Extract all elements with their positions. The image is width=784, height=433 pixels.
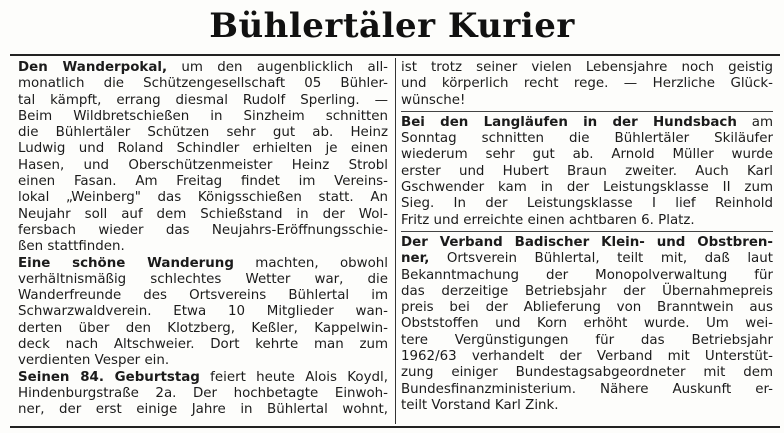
text-line bbox=[18, 256, 388, 272]
text-line bbox=[401, 131, 773, 147]
article-text: Fritz und erreichte einen achtbaren 6. Platz. bbox=[401, 212, 695, 228]
text-line bbox=[401, 76, 773, 92]
text-line bbox=[18, 60, 388, 76]
text-line bbox=[18, 158, 388, 174]
article-text: machten, obwohl bbox=[233, 255, 389, 271]
article-lead: ner, bbox=[401, 251, 430, 267]
article-text: Schwarzwaldverein. Etwa 10 Mitglieder wan- bbox=[18, 304, 388, 320]
text-line bbox=[18, 109, 388, 125]
text-line bbox=[401, 268, 773, 284]
text-line bbox=[401, 284, 773, 300]
text-line bbox=[401, 398, 773, 414]
article-separator bbox=[401, 111, 773, 112]
text-line bbox=[401, 180, 773, 196]
text-line bbox=[18, 76, 388, 92]
text-line bbox=[18, 337, 388, 353]
text-line bbox=[18, 272, 388, 288]
text-line bbox=[401, 300, 773, 316]
article-text: erster und Hubert Braun zweiter. Auch Karl bbox=[401, 163, 773, 179]
article-text: lokal „Weinberg" das Königsschießen statt. An bbox=[18, 190, 388, 206]
article-text: ist trotz seiner vielen Lebensjahre noch geistig bbox=[401, 60, 773, 75]
article-text: Beim Wildbretschießen in Sinzheim schnitten bbox=[18, 108, 388, 124]
article-text: ner, der erst einige Jahre in Bühlertal wohnt, bbox=[18, 402, 388, 418]
left-column bbox=[18, 60, 388, 419]
text-line bbox=[18, 288, 388, 304]
article-lead: Eine schöne Wanderung bbox=[18, 255, 234, 271]
text-line bbox=[401, 93, 773, 109]
text-line bbox=[18, 174, 388, 190]
article-text: tere Vergünstigungen für das Betriebsjahr bbox=[401, 332, 773, 348]
article-text: die Bühlertäler Schützen sehr gut ab. Heinz bbox=[18, 125, 388, 141]
text-line bbox=[18, 207, 388, 223]
article bbox=[401, 235, 773, 414]
text-line bbox=[401, 333, 773, 349]
text-line bbox=[18, 402, 388, 418]
article-text: Sonntag schnitten die Bühlertäler Skiläufer bbox=[401, 131, 773, 147]
article-text: zung einiger Bundestagsabgeordneter mit dem bbox=[401, 365, 773, 381]
article-text: Hindenburgstraße 2a. Der hochbetagte Einwoh- bbox=[18, 385, 388, 401]
article-text: ßen stattfinden. bbox=[18, 239, 125, 255]
text-line bbox=[18, 141, 388, 157]
text-line bbox=[401, 251, 773, 267]
article-text: monatlich die Schützengesellschaft 05 Bühler- bbox=[18, 76, 388, 92]
text-line bbox=[401, 196, 773, 212]
article-text: Bekanntmachung der Monopolverwaltung für bbox=[401, 267, 773, 283]
text-line bbox=[18, 386, 388, 402]
text-line bbox=[18, 125, 388, 141]
article-lead: Den Wanderpokal, bbox=[18, 60, 168, 75]
article-text: und körperlich recht rege. — Herzliche Glück- bbox=[401, 76, 773, 92]
right-column bbox=[401, 60, 773, 414]
text-line bbox=[18, 190, 388, 206]
article-text: Ortsverein Bühlertal, teilt mit, daß laut bbox=[429, 251, 773, 267]
article-text: einen Fasan. Am Freitag findet im Vereins- bbox=[18, 174, 388, 190]
article-text: teilt Vorstand Karl Zink. bbox=[401, 397, 559, 413]
article-text: Ludwig und Roland Schindler erhielten je einen bbox=[18, 141, 388, 157]
text-line bbox=[401, 316, 773, 332]
column-divider bbox=[395, 58, 396, 424]
text-line bbox=[18, 370, 388, 386]
article-lead: Der Verband Badischer Klein- und Obstbren- bbox=[401, 234, 773, 250]
masthead-title: Bühlertäler Kurier bbox=[209, 6, 575, 46]
article-text: Obststoffen und Korn erhöht wurde. Um wei- bbox=[401, 316, 773, 332]
text-line bbox=[401, 147, 773, 163]
text-line bbox=[401, 349, 773, 365]
article-text: verhältnismäßig schlechtes Wetter war, die bbox=[18, 271, 388, 287]
article-lead: Bei den Langläufen in der Hundsbach bbox=[401, 114, 737, 130]
article-text: derten über den Klotzberg, Keßler, Kappelwin- bbox=[18, 320, 388, 336]
article bbox=[18, 370, 388, 419]
text-line bbox=[18, 304, 388, 320]
article bbox=[401, 115, 773, 229]
article bbox=[401, 60, 773, 109]
text-line bbox=[401, 60, 773, 76]
text-line bbox=[401, 164, 773, 180]
article-text: deck nach Altschweier. Dort kehrte man zum bbox=[18, 337, 388, 353]
article-text: verdienten Vesper ein. bbox=[18, 353, 170, 369]
top-rule bbox=[10, 54, 780, 56]
article-text: Sieg. In der Leistungsklasse I lief Reinhold bbox=[401, 196, 773, 212]
article-lead: Seinen 84. Geburtstag bbox=[18, 369, 200, 385]
article-text: Wanderfreunde des Ortsvereins Bühlertal im bbox=[18, 288, 388, 304]
text-line bbox=[401, 115, 773, 131]
article-text: feiert heute Alois Koydl, bbox=[199, 369, 388, 385]
article-text: Gschwender kam in der Leistungsklasse II zum bbox=[401, 180, 773, 196]
article-text: 1962/63 verhandelt der Verband mit Unterstüt- bbox=[401, 349, 773, 365]
text-line bbox=[18, 93, 388, 109]
text-line bbox=[18, 353, 388, 369]
article bbox=[18, 256, 388, 370]
text-line bbox=[18, 223, 388, 239]
article bbox=[18, 60, 388, 256]
text-line bbox=[18, 239, 388, 255]
article-text: um den augenblicklich all- bbox=[167, 60, 388, 75]
text-line bbox=[401, 213, 773, 229]
article-text: fersbach wieder das Neujahrs-Eröffnungsschie- bbox=[18, 222, 388, 238]
article-text: wünsche! bbox=[401, 92, 466, 108]
article-text: Neujahr soll auf dem Schießstand in der Wol- bbox=[18, 206, 388, 222]
bottom-rule bbox=[10, 426, 780, 428]
article-separator bbox=[401, 231, 773, 232]
article-text: tal kämpft, errang diesmal Rudolf Sperling. — bbox=[18, 92, 388, 108]
text-line bbox=[18, 321, 388, 337]
article-text: das derzeitige Betriebsjahr der Übernahmepreis bbox=[401, 283, 773, 299]
text-line bbox=[401, 365, 773, 381]
article-text: Bundesfinanzministerium. Nähere Auskunft er- bbox=[401, 381, 773, 397]
article-text: preis bei der Ablieferung von Branntwein aus bbox=[401, 300, 773, 316]
article-text: wiederum sehr gut ab. Arnold Müller wurde bbox=[401, 147, 773, 163]
text-line bbox=[401, 382, 773, 398]
text-line bbox=[401, 235, 773, 251]
article-text: am bbox=[736, 114, 773, 130]
article-text: Hasen, und Oberschützenmeister Heinz Strobl bbox=[18, 157, 388, 173]
